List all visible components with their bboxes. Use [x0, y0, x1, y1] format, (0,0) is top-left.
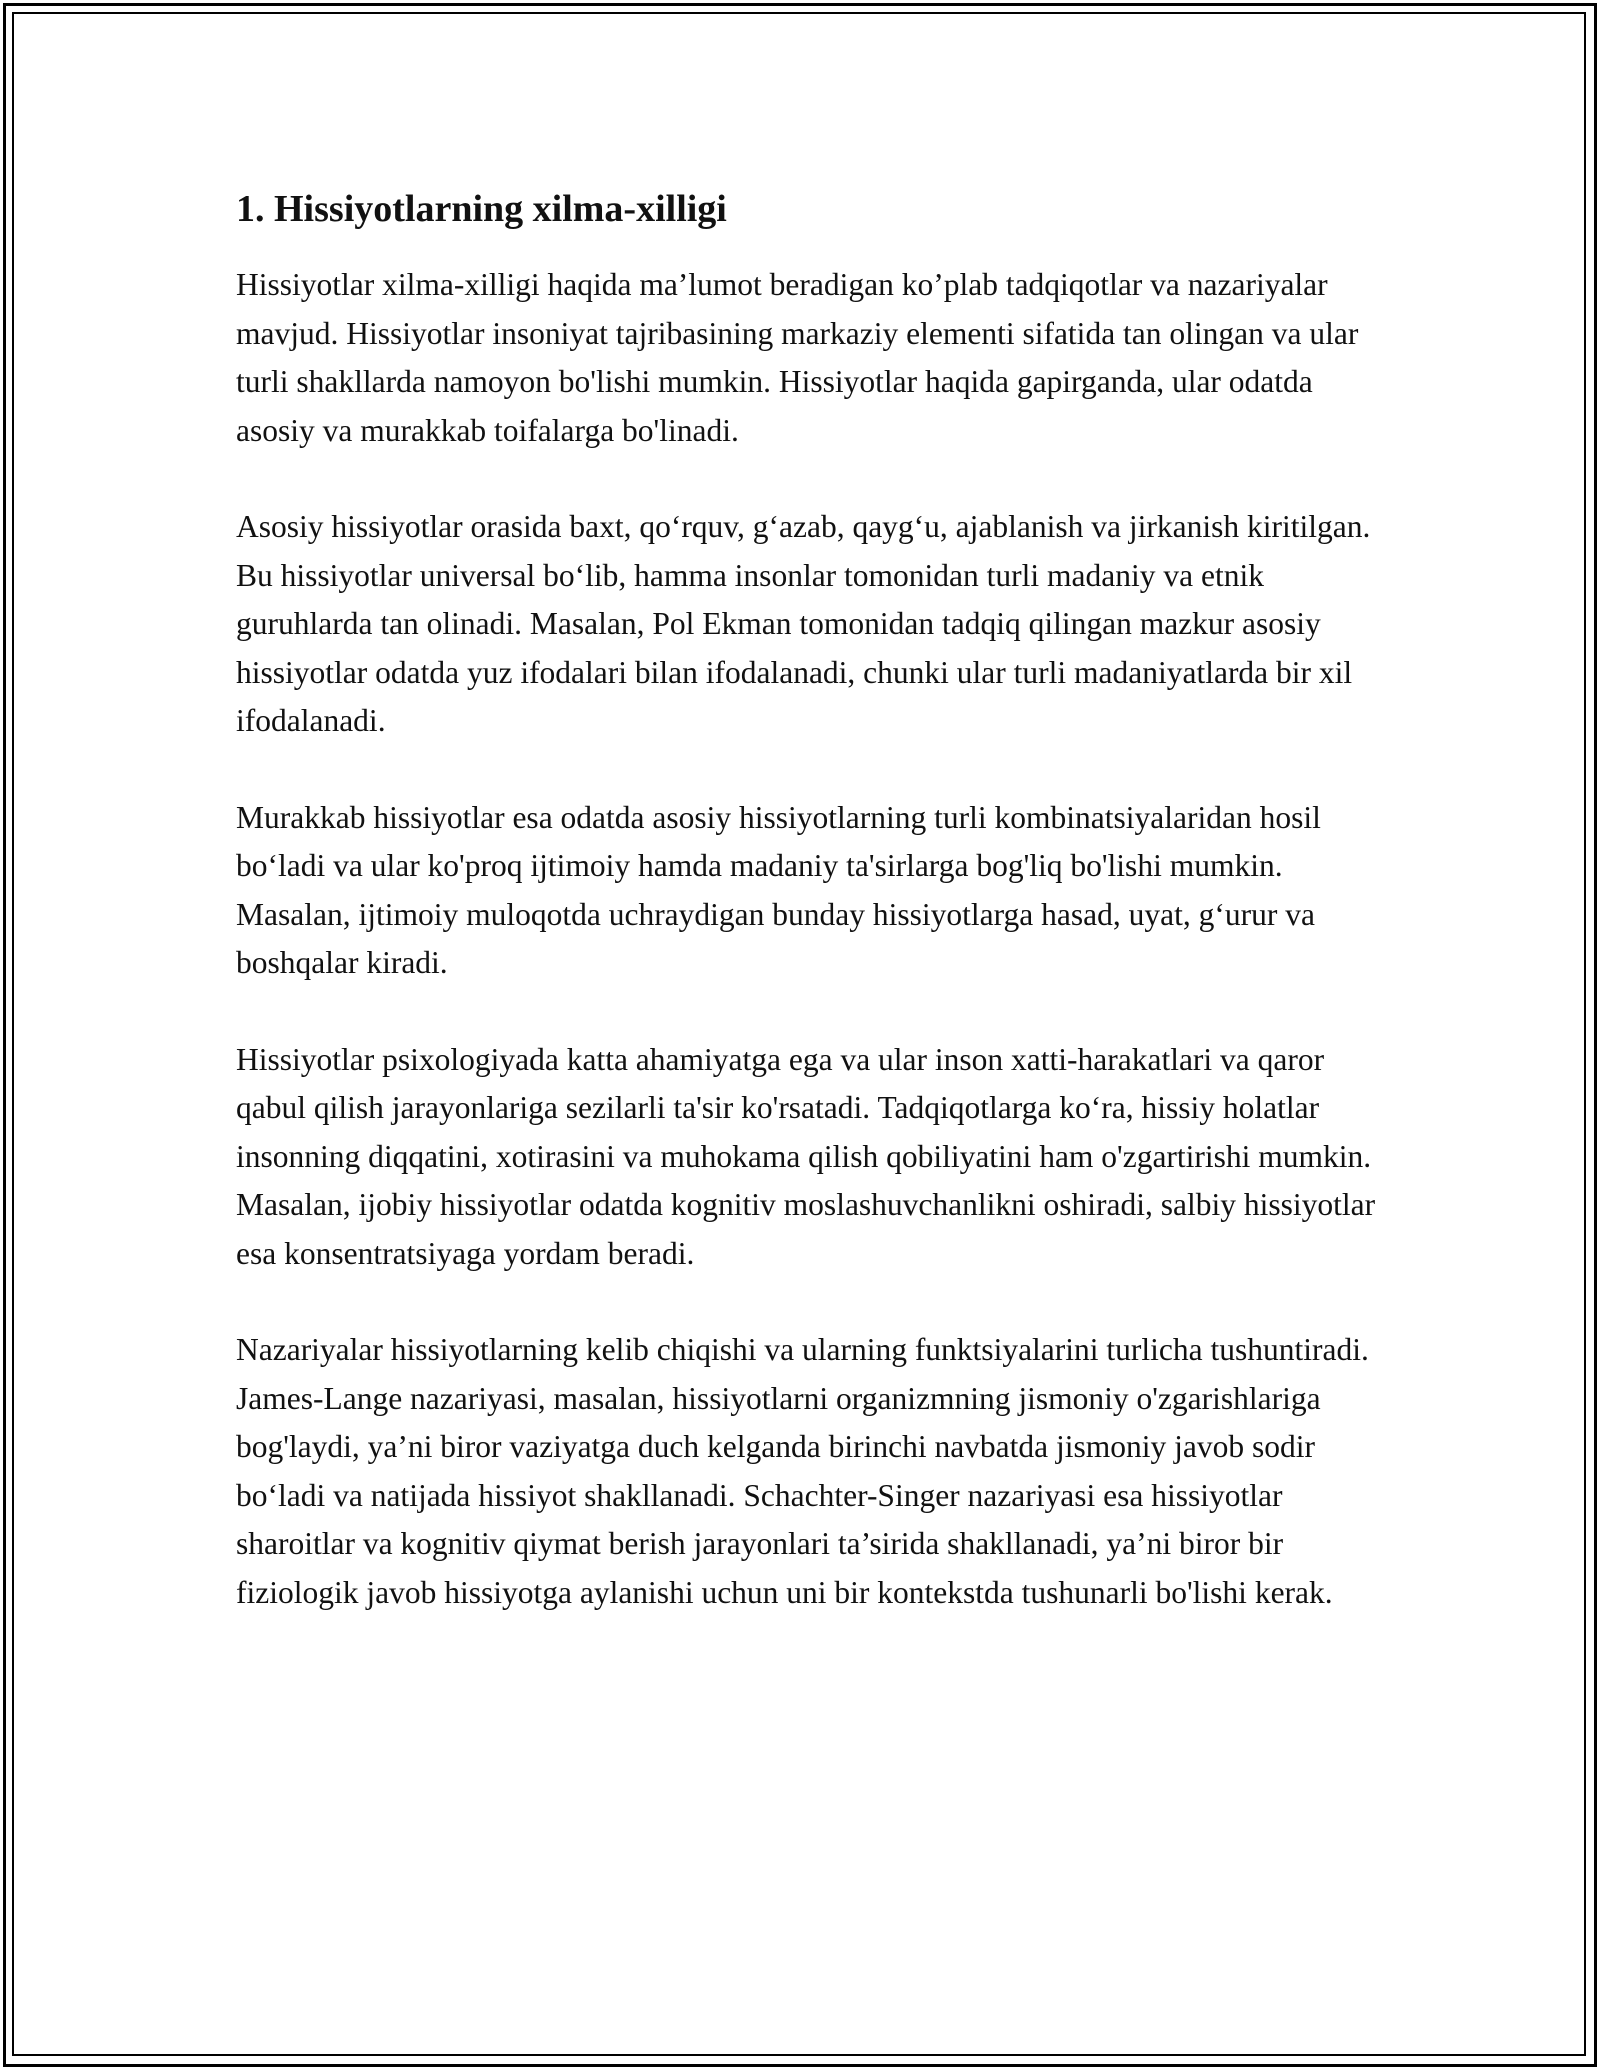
document-body	[236, 185, 1386, 1617]
paragraph-1: Hissiyotlar xilma-xilligi haqida ma’lumot beradigan ko’plab tadqiqotlar va nazariyalar mavjud. Hissiyotlar insoniyat tajribasining markaziy elementi sifatida tan olingan va ular turli shakllarda namoyon bo'lishi mumkin. Hissiyotlar haqida gapirganda, ular odatda asosiy va murakkab toifalarga bo'linadi.	[236, 267, 1359, 448]
paragraph-3: Murakkab hissiyotlar esa odatda asosiy hissiyotlarning turli kombinatsiyalaridan hosil bo‘ladi va ular ko'proq ijtimoiy hamda madaniy ta'sirlarga bog'liq bo'lishi mumkin. Masalan, ijtimoiy muloqotda uchraydigan bunday hissiyotlarga hasad, uyat, g‘urur va boshqalar kiradi.	[236, 799, 1321, 980]
paragraph-4: Hissiyotlar psixologiyada katta ahamiyatga ega va ular inson xatti-harakatlari va qaror qabul qilish jarayonlariga sezilarli ta'sir ko'rsatadi. Tadqiqotlarga ko‘ra, hissiy holatlar insonning diqqatini, xotirasini va muhokama qilish qobiliyatini ham o'zgartirishi mumkin. Masalan, ijobiy hissiyotlar odatda kognitiv moslashuvchanlikni oshiradi, salbiy hissiyotlar esa konsentratsiyaga yordam beradi.	[236, 1041, 1376, 1271]
paragraph-5: Nazariyalar hissiyotlarning kelib chiqishi va ularning funktsiyalarini turlicha tushuntiradi. James-Lange nazariyasi, masalan, hissiyotlarni organizmning jismoniy o'zgarishlariga bog'laydi, ya’ni biror vaziyatga duch kelganda birinchi navbatda jismoniy javob sodir bo‘ladi va natijada hissiyot shakllanadi. Schachter-Singer nazariyasi esa hissiyotlar sharoitlar va kognitiv qiymat berish jarayonlari ta’sirida shakllanadi, ya’ni biror bir fiziologik javob hissiyotga aylanishi uchun uni bir kontekstda tushunarli bo'lishi kerak.	[236, 1332, 1369, 1610]
paragraph-2: Asosiy hissiyotlar orasida baxt, qo‘rquv, g‘azab, qayg‘u, ajablanish va jirkanish kiritilgan. Bu hissiyotlar universal bo‘lib, hamma insonlar tomonidan turli madaniy va etnik guruhlarda tan olinadi. Masalan, Pol Ekman tomonidan tadqiq qilingan mazkur asosiy hissiyotlar odatda yuz ifodalari bilan ifodalanadi, chunki ular turli madaniyatlarda bir xil ifodalanadi.	[236, 509, 1371, 738]
section-heading: 1. Hissiyotlarning xilma-xilligi	[236, 188, 727, 230]
